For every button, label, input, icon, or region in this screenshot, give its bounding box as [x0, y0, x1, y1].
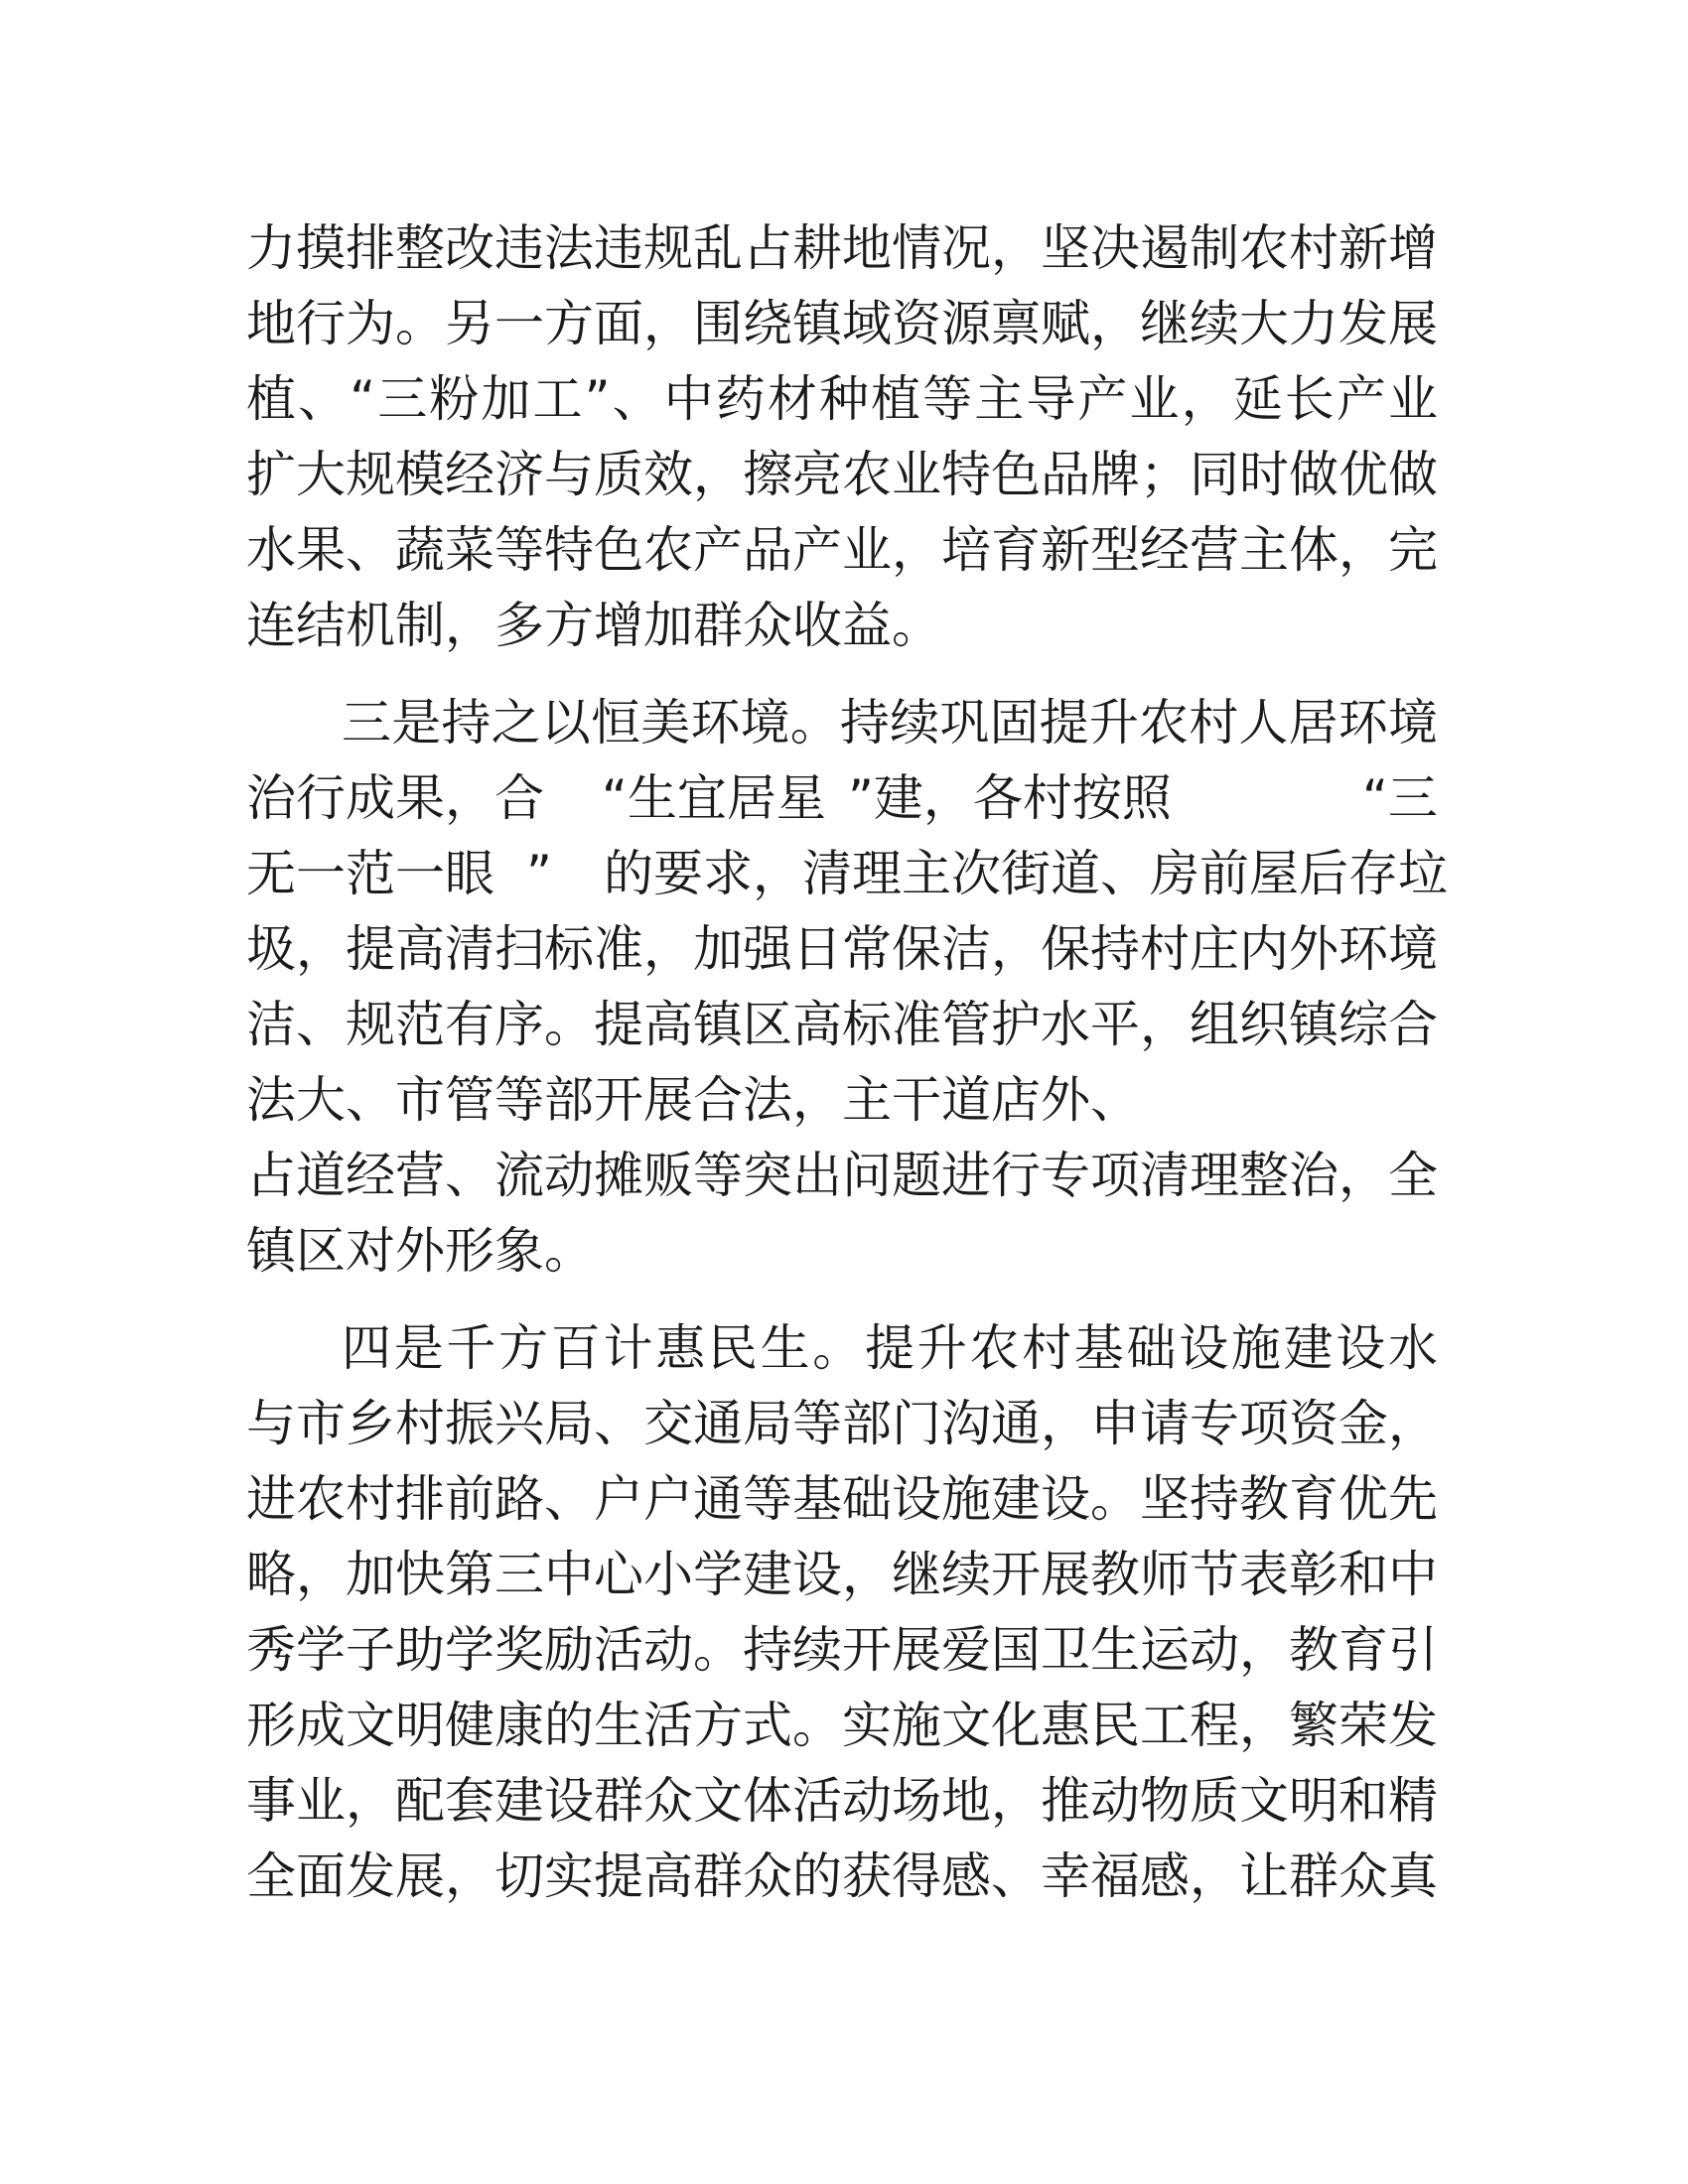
paragraph-line: 法大、市管等部开展合法，主干道店外、	[246, 1071, 1140, 1129]
text-segment: 无一范一眼	[246, 845, 494, 902]
paragraph-2	[246, 685, 1448, 1289]
text-segment: 的要求，清理主次街道、房前屋后存垃	[604, 845, 1448, 902]
paragraph-line: 水果、蔬菜等特色农产品产业，培育新型经营主体，完	[246, 521, 1438, 579]
paragraph-line: 三是持之以恒美环境。持续巩固提升农村人居环境	[342, 694, 1438, 751]
paragraph-1	[246, 210, 1438, 663]
paragraph-line: 力摸排整改违法违规乱占耕地情况，坚决遏制农村新增	[246, 219, 1438, 277]
paragraph-line: 秀学子助学奖励活动。持续开展爱国卫生运动，教育引	[246, 1621, 1438, 1679]
paragraph-line: 四是千方百计惠民生。提升农村基础设施建设水	[342, 1319, 1438, 1377]
paragraph-line: 镇区对外形象。	[246, 1222, 594, 1280]
paragraph-line: 略，加快第三中心小学建设，继续开展教师节表彰和中	[246, 1546, 1438, 1603]
paragraph-line: 洁、规范有序。提高镇区高标准管护水平，组织镇综合	[246, 996, 1438, 1053]
paragraph-line: 与市乡村振兴局、交通局等部门沟通，申请专项资金，	[246, 1395, 1438, 1452]
text-segment: ”	[526, 845, 552, 902]
paragraph-line: 圾，提高清扫标准，加强日常保洁，保持村庄内外环境	[246, 920, 1438, 978]
paragraph-line: 占道经营、流动摊贩等突出问题进行专项清理整治，全	[246, 1147, 1438, 1204]
paragraph-line-spaced	[246, 836, 1448, 911]
paragraph-line: 事业，配套建设群众文体活动场地，推动物质文明和精	[246, 1772, 1438, 1830]
paragraph-line: 植、“三粉加工”、中药材种植等主导产业，延长产业	[246, 370, 1438, 428]
paragraph-line: 全面发展，切实提高群众的获得感、幸福感，让群众真	[246, 1847, 1438, 1905]
paragraph-3	[246, 1310, 1438, 1914]
paragraph-line: 进农村排前路、户户通等基础设施建设。坚持教育优先	[246, 1470, 1438, 1528]
text-segment: 治行成果，合	[246, 769, 544, 827]
text-segment: “三	[1362, 769, 1438, 827]
paragraph-line-spaced	[246, 760, 1438, 836]
paragraph-line: 形成文明健康的生活方式。实施文化惠民工程，繁荣发	[246, 1697, 1438, 1754]
text-segment: “生宜居星	[602, 769, 826, 827]
text-segment: ”建，各村按照	[848, 769, 1172, 827]
paragraph-line: 扩大规模经济与质效，擦亮农业特色品牌；同时做优做	[246, 446, 1438, 503]
paragraph-line: 连结机制，多方增加群众收益。	[246, 597, 941, 654]
paragraph-line: 地行为。另一方面，围绕镇域资源禀赋，继续大力发展	[246, 295, 1438, 352]
